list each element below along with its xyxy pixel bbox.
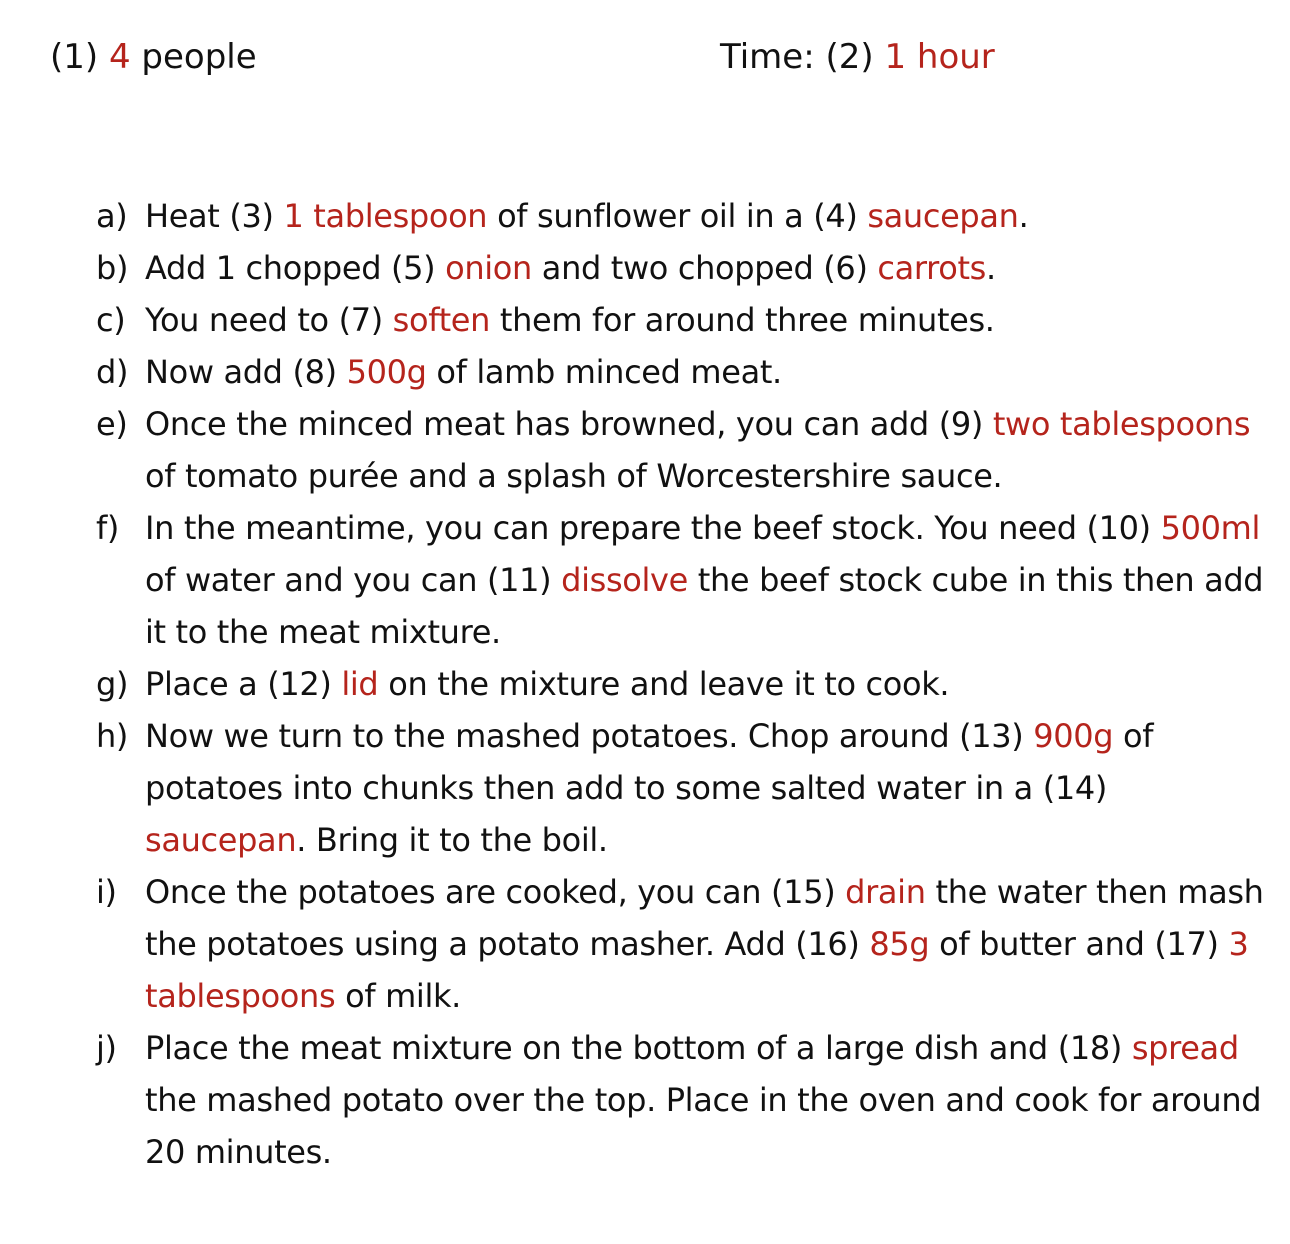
servings-prefix: (1) <box>50 37 109 77</box>
recipe-steps-list <box>96 190 1266 1178</box>
servings-line <box>50 34 257 80</box>
answer-text: spread <box>1131 1029 1239 1067</box>
step-text: Heat (3) <box>145 197 284 235</box>
step-text: In the meantime, you can prepare the beef stock. You need (10) <box>145 509 1161 547</box>
servings-suffix: people <box>130 37 257 77</box>
recipe-step <box>96 658 1266 710</box>
answer-text: 3 tablespoons <box>145 925 1249 1015</box>
recipe-step <box>96 502 1266 658</box>
step-text: Once the potatoes are cooked, you can (15) <box>145 873 846 911</box>
step-marker: g) <box>96 665 129 703</box>
step-text: of water and you can (11) <box>145 561 562 599</box>
step-text: of tomato purée and a splash of Worcestershire sauce. <box>145 457 1003 495</box>
step-text: the beef stock cube in this then add it to the meat mixture. <box>145 561 1264 651</box>
time-answer: 1 hour <box>884 37 995 77</box>
step-marker: e) <box>96 405 128 443</box>
step-marker: f) <box>96 509 120 547</box>
step-text: and two chopped (6) <box>531 249 878 287</box>
recipe-step <box>96 866 1266 1022</box>
answer-text: 1 tablespoon <box>283 197 488 235</box>
step-marker: h) <box>96 717 129 755</box>
recipe-step <box>96 294 1266 346</box>
step-text: . <box>1018 197 1029 235</box>
step-text: Add 1 chopped (5) <box>145 249 446 287</box>
step-text: Now we turn to the mashed potatoes. Chop around (13) <box>145 717 1034 755</box>
answer-text: 85g <box>869 925 930 963</box>
recipe-step <box>96 190 1266 242</box>
servings-answer: 4 <box>108 37 131 77</box>
step-text: You need to (7) <box>145 301 393 339</box>
step-text: . <box>986 249 996 287</box>
step-marker: c) <box>96 301 126 339</box>
step-marker: j) <box>96 1029 117 1067</box>
step-marker: d) <box>96 353 129 391</box>
answer-text: carrots <box>877 249 987 287</box>
step-text: Now add (8) <box>145 353 347 391</box>
step-text: of potatoes into chunks then add to some salted water in a (14) <box>145 717 1154 807</box>
step-text: the water then mash the potatoes using a potato masher. Add (16) <box>145 873 1264 963</box>
answer-text: two tablespoons <box>992 405 1251 443</box>
step-text: the mashed potato over the top. Place in the oven and cook for around 20 minutes. <box>145 1081 1262 1171</box>
answer-text: saucepan <box>867 197 1019 235</box>
answer-text: 500ml <box>1160 509 1261 547</box>
recipe-step <box>96 242 1266 294</box>
recipe-step <box>96 710 1266 866</box>
step-text: Place the meat mixture on the bottom of a large dish and (18) <box>145 1029 1132 1067</box>
step-text: them for around three minutes. <box>490 301 995 339</box>
step-marker: a) <box>96 197 128 235</box>
recipe-step <box>96 346 1266 398</box>
step-text: on the mixture and leave it to cook. <box>378 665 950 703</box>
answer-text: 900g <box>1033 717 1114 755</box>
answer-text: onion <box>445 249 532 287</box>
answer-text: 500g <box>346 353 427 391</box>
step-text: of lamb minced meat. <box>426 353 782 391</box>
step-marker: b) <box>96 249 129 287</box>
answer-text: dissolve <box>561 561 688 599</box>
step-text: of milk. <box>335 977 461 1015</box>
step-marker: i) <box>96 873 117 911</box>
answer-text: saucepan <box>145 821 297 859</box>
answer-text: lid <box>341 665 379 703</box>
step-text: of sunflower oil in a (4) <box>487 197 868 235</box>
step-text: of butter and (17) <box>929 925 1229 963</box>
step-text: . Bring it to the boil. <box>296 821 608 859</box>
recipe-step <box>96 398 1266 502</box>
answer-text: soften <box>392 301 491 339</box>
step-text: Once the minced meat has browned, you can add (9) <box>145 405 993 443</box>
time-line <box>720 34 995 80</box>
time-prefix: Time: (2) <box>720 37 885 77</box>
recipe-step <box>96 1022 1266 1178</box>
step-text: Place a (12) <box>145 665 342 703</box>
answer-text: drain <box>845 873 926 911</box>
